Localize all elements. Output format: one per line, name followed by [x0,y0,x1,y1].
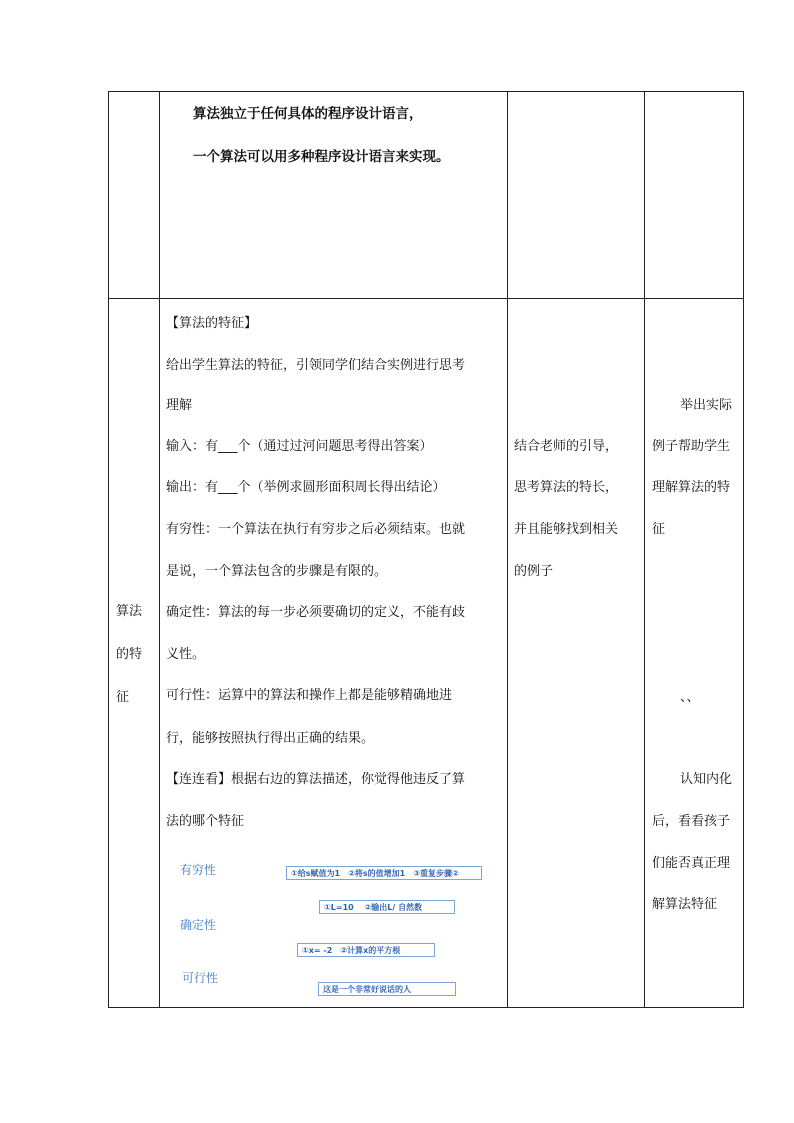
content-line: 输入：有___个（通过过河问题思考得出答案） [166,439,433,454]
match-box: ①给s赋值为1 ②将s的值增加1 ③重复步骤② [286,866,482,880]
design-intent-line: 征 [652,522,666,537]
table-row-divider [108,298,744,299]
student-activity-line: 结合老师的引导， [514,439,619,454]
design-intent-line: 解算法特征 [652,897,718,912]
design-intent-line: 、、 [680,690,700,705]
table-border-right [743,91,744,1008]
table-border-bottom [108,1007,744,1008]
design-intent-line: 理解算法的特 [652,480,731,495]
design-intent-line: 例子帮助学生 [652,439,731,454]
content-line: 是说，一个算法包含的步骤是有限的。 [166,564,388,579]
content-line: 法的哪个特征 [166,814,245,829]
topic-label-line: 征 [116,690,130,705]
content-line: 行，能够按照执行得出正确的结果。 [166,731,375,746]
content-line: 算法独立于任何具体的程序设计语言， [193,106,423,122]
student-activity-line: 并且能够找到相关 [514,522,619,537]
design-intent-line: 认知内化 [680,772,733,787]
table-column-divider [159,91,160,1008]
table-column-divider [644,91,645,1008]
student-activity-line: 的例子 [514,564,554,579]
content-line: 输出：有___个（举例求圆形面积周长得出结论） [166,480,446,495]
topic-label-line: 算法 [116,604,143,619]
content-line: 一个算法可以用多种程序设计语言来实现。 [193,149,450,165]
match-label: 确定性 [180,918,217,932]
content-line: 【连连看】根据右边的算法描述，你觉得他违反了算 [166,772,466,787]
design-intent-line: 举出实际 [680,398,733,413]
table-column-divider [507,91,508,1008]
table-border-top [108,91,744,92]
content-line: 有穷性：一个算法在执行有穷步之后必须结束。也就 [166,522,466,537]
design-intent-line: 们能否真正理 [652,856,731,871]
content-line: 确定性：算法的每一步必须要确切的定义，不能有歧 [166,605,466,620]
match-label: 有穷性 [180,863,217,877]
design-intent-line: 后，看看孩子 [652,814,731,829]
student-activity-line: 思考算法的特长， [514,480,619,495]
table-border-left [108,91,109,1008]
match-box: 这是一个非常好说话的人 [318,982,456,996]
content-line: 理解 [166,398,193,413]
match-box: ①x= -2 ②计算x的平方根 [297,943,435,957]
content-line: 可行性：运算中的算法和操作上都是能够精确地进 [166,688,453,703]
match-label: 可行性 [182,971,219,985]
content-line: 给出学生算法的特征，引领同学们结合实例进行思考 [166,358,466,373]
topic-label-line: 的特 [116,647,143,662]
content-line: 义性。 [166,647,206,662]
content-heading: 【算法的特征】 [166,316,258,331]
match-box: ①L=10 ②输出L/ 自然数 [319,900,455,914]
